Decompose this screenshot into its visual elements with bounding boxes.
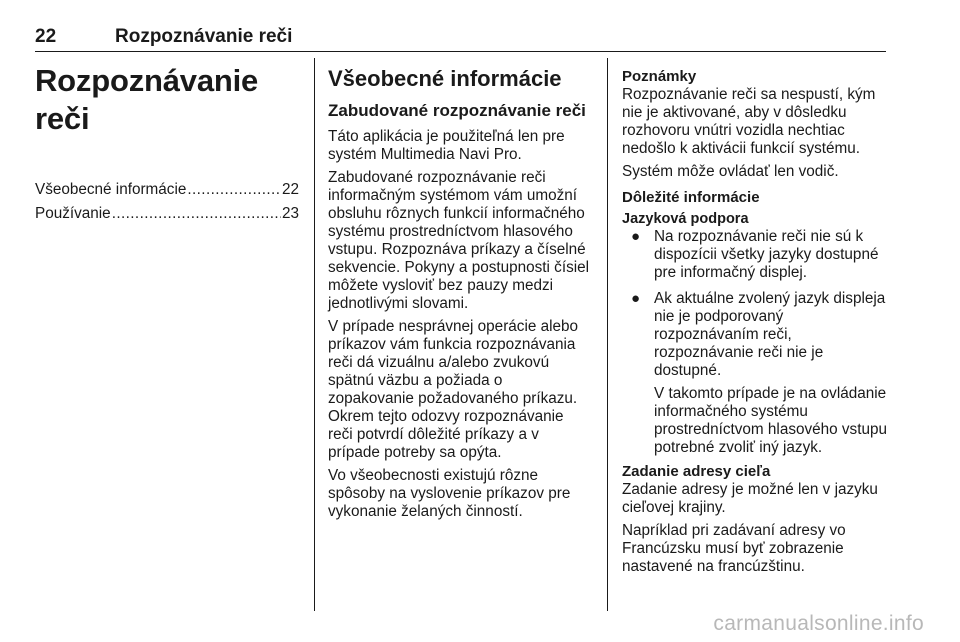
toc-leader-dots <box>187 178 281 202</box>
toc-leader-dots <box>112 202 281 226</box>
toc-entry-page: 23 <box>281 205 299 222</box>
bullet-list <box>622 228 888 457</box>
paragraph: Zabudované rozpoznávanie reči informačným systémom vám umožní obsluhu rôznych funkcií informačného systému prostredníctvom hlasového vstupu. Rozpoznáva príkazy a číselné sekvencie. Pokyny a postupnosti čísiel môžete vysloviť bez pauzy medzi jednotlivými slovami. <box>328 169 590 312</box>
section-title: Všeobecné informácie <box>328 66 562 91</box>
column-divider-2 <box>607 58 608 611</box>
bullet-item <box>622 228 888 282</box>
language-support-title: Jazyková podpora <box>622 211 749 227</box>
watermark: carmanualsonline.info <box>713 612 924 635</box>
paragraph: V prípade nesprávnej operácie alebo príkazov vám funkcia rozpoznávania reči dá vizuálnu a/alebo zvukovú spätnú väzbu a požiada o zopakovanie požadovaného príkazu. Okrem tejto odozvy rozpoznávanie reči potvrdí dôležité príkazy a v prípade potreby sa opýta. <box>328 318 579 461</box>
toc-entry[interactable] <box>35 202 299 226</box>
toc-entry-label: Používanie <box>35 205 111 222</box>
column-toc <box>35 58 299 226</box>
note-text: Rozpoznávanie reči sa nespustí, kým nie je aktivované, aby v dôsledku rozhovoru vnútri vozidla nechtiac nedošlo k aktivácii funkcií systému. <box>622 86 876 157</box>
page-number: 22 <box>35 26 57 47</box>
bullet-text: Na rozpoznávanie reči nie sú k dispozícii všetky jazyky dostupné pre informačný displej. <box>654 228 879 281</box>
running-title: Rozpoznávanie reči <box>115 26 293 47</box>
note-title: Poznámky <box>622 68 697 85</box>
page-header <box>35 26 885 50</box>
column-notes <box>622 58 888 581</box>
toc-entry[interactable] <box>35 178 299 202</box>
important-info-title: Dôležité informácie <box>622 189 760 206</box>
table-of-contents <box>35 178 299 226</box>
column-general-info <box>328 58 590 526</box>
column-divider-1 <box>314 58 315 611</box>
subsection-title: Zabudované rozpoznávanie reči <box>328 101 586 120</box>
paragraph: Zadanie adresy je možné len v jazyku cieľovej krajiny. <box>622 481 878 516</box>
toc-entry-label: Všeobecné informácie <box>35 181 187 198</box>
paragraph: Vo všeobecnosti existujú rôzne spôsoby na vyslovenie príkazov pre vykonanie želaných činností. <box>328 467 571 520</box>
chapter-title: Rozpoznávanie reči <box>35 63 259 136</box>
bullet-item <box>622 290 888 380</box>
bullet-continuation: V takomto prípade je na ovládanie informačného systému prostredníctvom hlasového vstupu potrebné zvoliť iný jazyk. <box>654 385 887 456</box>
header-rule <box>35 51 886 52</box>
bullet-text: Ak aktuálne zvolený jazyk displeja nie je podporovaný rozpoznávaním reči, rozpoznávanie reči nie je dostupné. <box>654 290 886 379</box>
paragraph: Táto aplikácia je použiteľná len pre systém Multimedia Navi Pro. <box>328 128 565 163</box>
paragraph: Napríklad pri zadávaní adresy vo Francúzsku musí byť zobrazenie nastavené na francúzštinu. <box>622 522 846 575</box>
bullet-dot-icon: ● <box>631 228 641 245</box>
toc-entry-page: 22 <box>281 181 299 198</box>
bullet-dot-icon: ● <box>631 290 641 307</box>
note-text: Systém môže ovládať len vodič. <box>622 163 839 180</box>
destination-title: Zadanie adresy cieľa <box>622 463 771 480</box>
